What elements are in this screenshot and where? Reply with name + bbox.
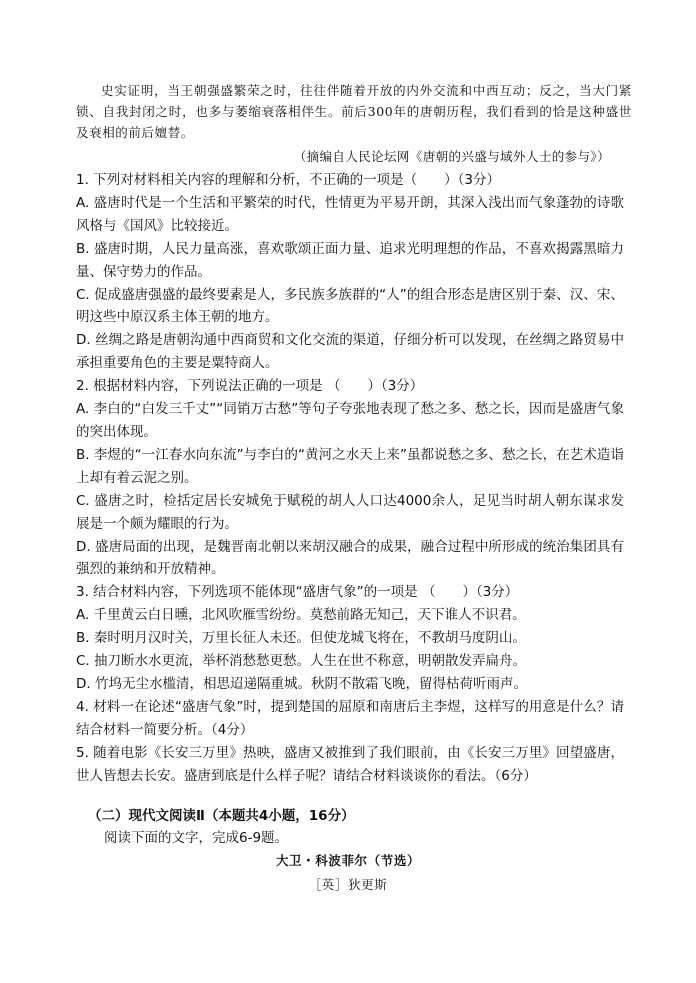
passage-source: （摘编自人民论坛网《唐朝的兴盛与域外人士的参与》） [293, 149, 610, 164]
question-2-option-b: B. 李煜的“一江春水向东流”与李白的“黄河之水天上来”虽都说愁之多、愁之长，在艺术造诣上却有着云泥之别。 [76, 446, 624, 486]
excerpt-title: 大卫・科波菲尔（节选） [275, 853, 421, 868]
excerpt-author: ［英］狄更斯 [308, 877, 388, 892]
question-2-option-c: C. 盛唐之时，检括定居长安城免于赋税的胡人人口达4000余人，足见当时胡人朝东谋求发展是一个颇为耀眼的行为。 [76, 492, 624, 532]
question-1-option-c: C. 促成盛唐强盛的最终要素是人，多民族多族群的“人”的组合形态是唐区别于秦、汉、宋、明这些中原汉系主体王朝的地方。 [76, 286, 624, 326]
section-heading: （二）现代文阅读Ⅱ（本题共4小题，16分） [88, 808, 355, 824]
passage-paragraph: 史实证明，当王朝强盛繁荣之时，往往伴随着开放的内外交流和中西互动；反之，当大门紧锁、自我封闭之时，也多与萎缩衰落相伴生。前后300年的唐朝历程，我们看到的恰是这种盛世及衰相的前后嬗替。 [76, 83, 632, 140]
question-1-stem: 1. 下列对材料相关内容的理解和分析，不正确的一项是（ ）（3分） [76, 172, 501, 188]
question-1-option-a: A. 盛唐时代是一个生活和平繁荣的时代，性情更为平易开朗，其深入浅出而气象蓬勃的诗歌风格与《国风》比较接近。 [76, 194, 624, 234]
question-2-option-d: D. 盛唐局面的出现，是魏晋南北朝以来胡汉融合的成果，融合过程中所形成的统治集团具有强烈的兼纳和开放精神。 [76, 538, 624, 578]
question-3-option-a: A. 千里黄云白日曛，北风吹雁雪纷纷。莫愁前路无知己，天下谁人不识君。 [76, 607, 526, 624]
question-2-option-a: A. 李白的“白发三千丈”“同销万古愁”等句子夸张地表现了愁之多、愁之长，因而是盛唐气象的突出体现。 [76, 401, 624, 440]
question-4-stem: 4. 材料一在论述“盛唐气象”时，提到楚国的屈原和南唐后主李煜，这样写的用意是什么？请结合材料一简要分析。（4分） [76, 698, 624, 738]
question-3-option-b: B. 秦时明月汉时关，万里长征人未还。但使龙城飞将在，不教胡马度阴山。 [76, 630, 526, 647]
question-1-option-b: B. 盛唐时期，人民力量高涨，喜欢歌颂正面力量、追求光明理想的作品，不喜欢揭露黑暗力量、保守势力的作品。 [76, 240, 624, 280]
question-1-option-d: D. 丝绸之路是唐朝沟通中西商贸和文化交流的渠道，仔细分析可以发现，在丝绸之路贸易中承担重要角色的主要是粟特商人。 [76, 332, 624, 372]
question-2-stem: 2. 根据材料内容，下列说法正确的一项是 （ ）（3分） [76, 378, 424, 395]
question-3-option-d: D. 竹坞无尘水槛清，相思迢递隔重城。秋阴不散霜飞晚，留得枯荷听雨声。 [76, 675, 527, 692]
question-3-option-c: C. 抽刀断水水更流，举杯消愁愁更愁。人生在世不称意，明朝散发弄扁舟。 [76, 653, 527, 670]
question-3-stem: 3. 结合材料内容，下列选项不能体现“盛唐气象”的一项是 （ ）（3分） [76, 584, 519, 601]
question-5-stem: 5. 随着电影《长安三万里》热映，盛唐又被推到了我们眼前，由《长安三万里》回望盛唐，世人皆想去长安。盛唐到底是什么样子呢？请结合材料谈谈你的看法。（6分） [76, 744, 624, 784]
question-list [76, 169, 624, 787]
section-instruction: 阅读下面的文字，完成6-9题。 [104, 830, 289, 846]
